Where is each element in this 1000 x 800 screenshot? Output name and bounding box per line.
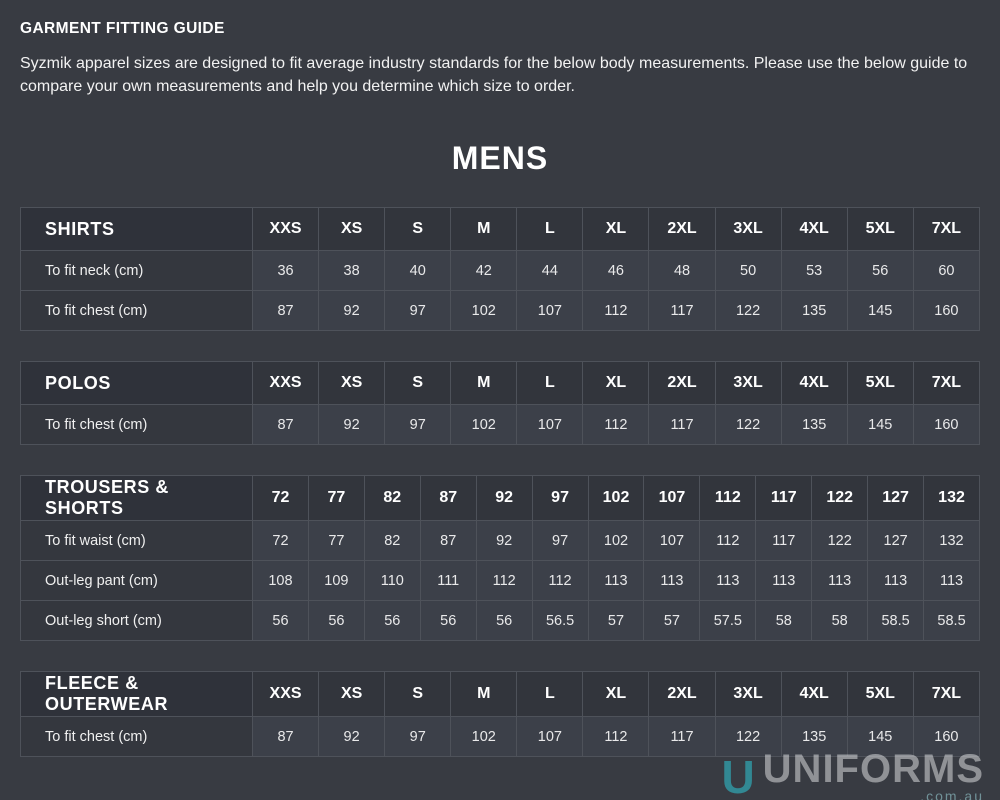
- table-fleece-body: [21, 672, 980, 757]
- measurement-value-cell: 53: [781, 251, 847, 291]
- measurement-value-cell: 109: [308, 561, 364, 601]
- size-header-cell: 107: [644, 476, 700, 521]
- size-header-cell: 92: [476, 476, 532, 521]
- size-header-cell: L: [517, 672, 583, 717]
- size-header-cell: 77: [308, 476, 364, 521]
- measurement-value-cell: 112: [583, 717, 649, 757]
- measurement-value-cell: 56: [364, 601, 420, 641]
- table-row: [21, 251, 980, 291]
- measurement-value-cell: 113: [700, 561, 756, 601]
- measurement-value-cell: 38: [319, 251, 385, 291]
- measurement-value-cell: 102: [451, 405, 517, 445]
- measurement-value-cell: 92: [319, 291, 385, 331]
- measurement-value-cell: 97: [385, 291, 451, 331]
- measurement-value-cell: 135: [781, 717, 847, 757]
- size-header-cell: XS: [319, 672, 385, 717]
- size-header-cell: 2XL: [649, 362, 715, 405]
- size-header-cell: 4XL: [781, 672, 847, 717]
- measurement-value-cell: 117: [649, 405, 715, 445]
- table-row: [21, 405, 980, 445]
- measurement-value-cell: 122: [812, 521, 868, 561]
- size-header-cell: XL: [583, 672, 649, 717]
- size-header-cell: 3XL: [715, 208, 781, 251]
- guide-description: Syzmik apparel sizes are designed to fit average industry standards for the below body measurements. Please use the below guide to compare your own measurements and help you determine which size to order.: [20, 55, 968, 96]
- size-header-cell: 5XL: [847, 672, 913, 717]
- table-header-row: [21, 476, 980, 521]
- measurement-value-cell: 97: [532, 521, 588, 561]
- measurement-value-cell: 58.5: [868, 601, 924, 641]
- measurement-value-cell: 57: [644, 601, 700, 641]
- measurement-value-cell: 56: [476, 601, 532, 641]
- table-header-row: [21, 208, 980, 251]
- size-header-cell: XXS: [253, 208, 319, 251]
- table-row: [21, 717, 980, 757]
- size-header-cell: 127: [868, 476, 924, 521]
- size-header-cell: 2XL: [649, 208, 715, 251]
- measurement-value-cell: 57: [588, 601, 644, 641]
- measurement-value-cell: 36: [253, 251, 319, 291]
- measurement-label-cell: To fit chest (cm): [21, 291, 253, 331]
- table-trousers-shorts: [20, 475, 980, 641]
- measurement-value-cell: 56: [420, 601, 476, 641]
- measurement-value-cell: 102: [451, 291, 517, 331]
- size-header-cell: 5XL: [847, 362, 913, 405]
- size-header-cell: 4XL: [781, 362, 847, 405]
- measurement-value-cell: 113: [868, 561, 924, 601]
- table-title-cell: SHIRTS: [21, 208, 253, 251]
- measurement-value-cell: 56.5: [532, 601, 588, 641]
- measurement-value-cell: 48: [649, 251, 715, 291]
- measurement-value-cell: 107: [644, 521, 700, 561]
- uniforms-watermark: [721, 747, 984, 800]
- measurement-value-cell: 111: [420, 561, 476, 601]
- measurement-value-cell: 112: [583, 291, 649, 331]
- measurement-value-cell: 92: [319, 405, 385, 445]
- measurement-value-cell: 122: [715, 717, 781, 757]
- size-header-cell: 7XL: [913, 672, 979, 717]
- measurement-value-cell: 107: [517, 717, 583, 757]
- measurement-value-cell: 56: [308, 601, 364, 641]
- measurement-value-cell: 127: [868, 521, 924, 561]
- measurement-value-cell: 107: [517, 291, 583, 331]
- measurement-value-cell: 135: [781, 291, 847, 331]
- measurement-value-cell: 108: [253, 561, 309, 601]
- size-header-cell: XXS: [253, 362, 319, 405]
- size-header-cell: 112: [700, 476, 756, 521]
- measurement-label-cell: To fit waist (cm): [21, 521, 253, 561]
- measurement-value-cell: 132: [924, 521, 980, 561]
- size-header-cell: 122: [812, 476, 868, 521]
- measurement-value-cell: 58: [756, 601, 812, 641]
- measurement-value-cell: 112: [583, 405, 649, 445]
- size-header-cell: L: [517, 362, 583, 405]
- measurement-value-cell: 72: [253, 521, 309, 561]
- measurement-label-cell: To fit chest (cm): [21, 717, 253, 757]
- measurement-value-cell: 113: [812, 561, 868, 601]
- measurement-value-cell: 160: [913, 405, 979, 445]
- measurement-value-cell: 145: [847, 717, 913, 757]
- measurement-value-cell: 56: [253, 601, 309, 641]
- size-header-cell: 5XL: [847, 208, 913, 251]
- size-header-cell: M: [451, 672, 517, 717]
- measurement-value-cell: 87: [253, 291, 319, 331]
- table-title-cell: TROUSERS & SHORTS: [21, 476, 253, 521]
- measurement-value-cell: 112: [476, 561, 532, 601]
- measurement-value-cell: 102: [451, 717, 517, 757]
- table-header-row: [21, 362, 980, 405]
- size-header-cell: 7XL: [913, 208, 979, 251]
- size-header-cell: XXS: [253, 672, 319, 717]
- size-header-cell: S: [385, 672, 451, 717]
- table-row: [21, 601, 980, 641]
- table-header-row: [21, 672, 980, 717]
- measurement-value-cell: 117: [649, 291, 715, 331]
- size-header-cell: 132: [924, 476, 980, 521]
- table-title-cell: POLOS: [21, 362, 253, 405]
- page-title: GARMENT FITTING GUIDE: [20, 20, 225, 37]
- measurement-value-cell: 122: [715, 405, 781, 445]
- size-header-cell: 102: [588, 476, 644, 521]
- measurement-label-cell: To fit neck (cm): [21, 251, 253, 291]
- size-header-cell: 82: [364, 476, 420, 521]
- measurement-value-cell: 87: [253, 405, 319, 445]
- section-heading-mens: MENS: [451, 140, 549, 177]
- size-header-cell: XS: [319, 362, 385, 405]
- measurement-value-cell: 46: [583, 251, 649, 291]
- measurement-value-cell: 145: [847, 291, 913, 331]
- measurement-value-cell: 135: [781, 405, 847, 445]
- table-row: [21, 521, 980, 561]
- size-header-cell: XL: [583, 208, 649, 251]
- size-header-cell: 2XL: [649, 672, 715, 717]
- measurement-value-cell: 77: [308, 521, 364, 561]
- measurement-value-cell: 40: [385, 251, 451, 291]
- size-header-cell: 72: [253, 476, 309, 521]
- size-header-cell: M: [451, 208, 517, 251]
- measurement-value-cell: 107: [517, 405, 583, 445]
- measurement-value-cell: 58.5: [924, 601, 980, 641]
- measurement-value-cell: 50: [715, 251, 781, 291]
- measurement-value-cell: 113: [644, 561, 700, 601]
- size-header-cell: 4XL: [781, 208, 847, 251]
- size-header-cell: S: [385, 208, 451, 251]
- measurement-value-cell: 92: [319, 717, 385, 757]
- measurement-value-cell: 60: [913, 251, 979, 291]
- measurement-value-cell: 113: [588, 561, 644, 601]
- table-trousers-body: [21, 476, 980, 641]
- size-header-cell: XS: [319, 208, 385, 251]
- measurement-value-cell: 117: [649, 717, 715, 757]
- measurement-value-cell: 160: [913, 291, 979, 331]
- size-guide-page: [0, 10, 1000, 800]
- watermark-text: UNIFORMS: [762, 747, 984, 791]
- measurement-value-cell: 160: [913, 717, 979, 757]
- measurement-value-cell: 58: [812, 601, 868, 641]
- table-polos: [20, 361, 980, 445]
- watermark-subtext: .com.au: [920, 788, 984, 800]
- size-header-cell: M: [451, 362, 517, 405]
- measurement-value-cell: 145: [847, 405, 913, 445]
- table-title-cell: FLEECE & OUTERWEAR: [21, 672, 253, 717]
- measurement-value-cell: 112: [700, 521, 756, 561]
- table-shirts: [20, 207, 980, 331]
- size-header-cell: 117: [756, 476, 812, 521]
- measurement-value-cell: 102: [588, 521, 644, 561]
- measurement-value-cell: 87: [420, 521, 476, 561]
- measurement-value-cell: 92: [476, 521, 532, 561]
- measurement-value-cell: 97: [385, 717, 451, 757]
- size-header-cell: 7XL: [913, 362, 979, 405]
- measurement-value-cell: 110: [364, 561, 420, 601]
- measurement-value-cell: 82: [364, 521, 420, 561]
- measurement-value-cell: 57.5: [700, 601, 756, 641]
- measurement-label-cell: Out-leg short (cm): [21, 601, 253, 641]
- uniforms-logo-icon: U: [721, 751, 755, 800]
- size-header-cell: XL: [583, 362, 649, 405]
- size-header-cell: 3XL: [715, 672, 781, 717]
- measurement-value-cell: 44: [517, 251, 583, 291]
- table-row: [21, 291, 980, 331]
- size-header-cell: S: [385, 362, 451, 405]
- table-fleece-outerwear: [20, 671, 980, 757]
- size-header-cell: 87: [420, 476, 476, 521]
- measurement-value-cell: 122: [715, 291, 781, 331]
- table-row: [21, 561, 980, 601]
- measurement-value-cell: 117: [756, 521, 812, 561]
- measurement-value-cell: 112: [532, 561, 588, 601]
- size-header-cell: 97: [532, 476, 588, 521]
- measurement-value-cell: 97: [385, 405, 451, 445]
- measurement-value-cell: 42: [451, 251, 517, 291]
- measurement-value-cell: 87: [253, 717, 319, 757]
- measurement-value-cell: 113: [924, 561, 980, 601]
- size-header-cell: L: [517, 208, 583, 251]
- table-shirts-body: [21, 208, 980, 331]
- table-polos-body: [21, 362, 980, 445]
- measurement-label-cell: To fit chest (cm): [21, 405, 253, 445]
- measurement-label-cell: Out-leg pant (cm): [21, 561, 253, 601]
- measurement-value-cell: 56: [847, 251, 913, 291]
- measurement-value-cell: 113: [756, 561, 812, 601]
- size-header-cell: 3XL: [715, 362, 781, 405]
